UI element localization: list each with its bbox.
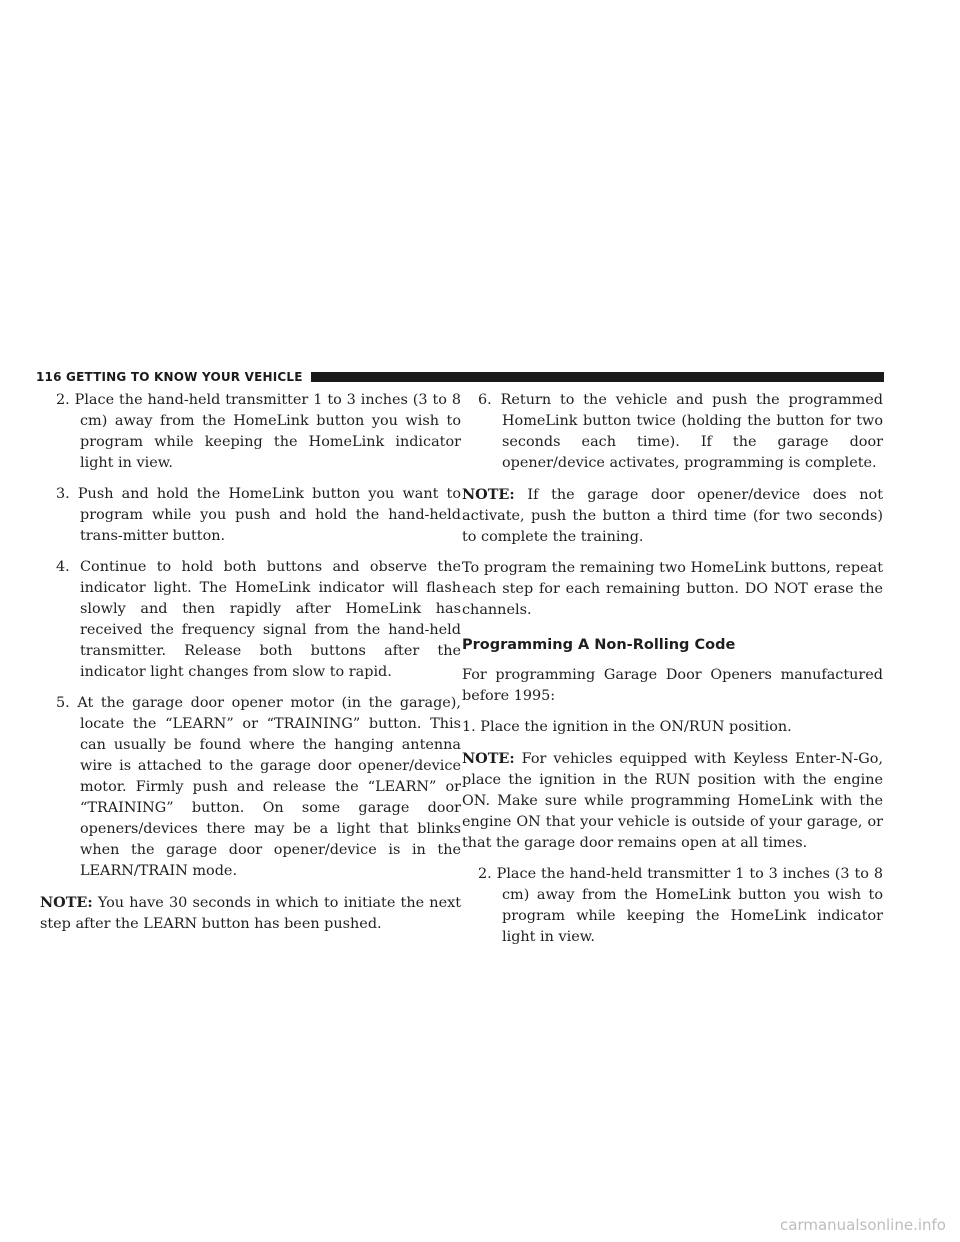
step-2-repeat: 2. Place the hand-held transmitter 1 to 3 inches (3 to 8 cm) away from the HomeLink button you wish to program while keeping the HomeLink indicator light in view. (478, 866, 883, 945)
remaining-buttons-paragraph: To program the remaining two HomeLink buttons, repeat each step for each remaining button. DO NOT erase the channels. (462, 560, 883, 618)
step-5: 5. At the garage door opener motor (in the garage), locate the “LEARN” or “TRAINING” button. This can usually be found where the hanging antenna wire is attached to the garage door opener/device motor. Firmly push and release the “LEARN” or “TRAINING” button. On some garage door openers/devices there may be a light that blinks when the garage door opener/device is in the LEARN/TRAIN mode. (56, 695, 461, 879)
intro-paragraph: For programming Garage Door Openers manufactured before 1995: (462, 667, 883, 704)
note-text: If the garage door opener/device does not activate, push the button a third time (for two seconds) to complete the training. (462, 487, 883, 545)
note-label: NOTE: (40, 894, 93, 911)
step-2: 2. Place the hand-held transmitter 1 to 3 inches (3 to 8 cm) away from the HomeLink button you wish to program while keeping the HomeLink indicator light in view. (56, 392, 461, 471)
note-learn (40, 892, 461, 935)
header-rule (311, 372, 884, 382)
note-text: For vehicles equipped with Keyless Enter-N-Go, place the ignition in the RUN position with the engine ON. Make sure while programming HomeLink with the engine ON that your vehicle is outside of your garage, or that the garage door remains open at all times. (462, 751, 883, 851)
note-label: NOTE: (462, 486, 515, 503)
note-label: NOTE: (462, 750, 515, 767)
page-number-section-title: 116 GETTING TO KNOW YOUR VEHICLE (36, 370, 303, 384)
note-keyless (462, 748, 883, 854)
step-3: 3. Push and hold the HomeLink button you want to program while you push and hold the hand-held trans-mitter button. (56, 486, 461, 544)
step-4: 4. Continue to hold both buttons and observe the indicator light. The HomeLink indicator will flash slowly and then rapidly after HomeLink has received the frequency signal from the hand-held transmitter. Release both buttons after the indicator light changes from slow to rapid. (56, 559, 461, 680)
step-6: 6. Return to the vehicle and push the programmed HomeLink button twice (holding the button for two seconds each time). If the garage door opener/device activates, programming is complete. (478, 392, 883, 471)
left-column (40, 390, 461, 945)
note-text: You have 30 seconds in which to initiate the next step after the LEARN button has been pushed. (40, 895, 461, 932)
step-1: 1. Place the ignition in the ON/RUN position. (462, 719, 792, 735)
watermark: carmanualsonline.info (780, 1216, 946, 1234)
right-column (462, 390, 883, 958)
note-activate (462, 484, 883, 548)
page-header (36, 369, 884, 385)
section-heading: Programming A Non-Rolling Code (462, 637, 736, 653)
